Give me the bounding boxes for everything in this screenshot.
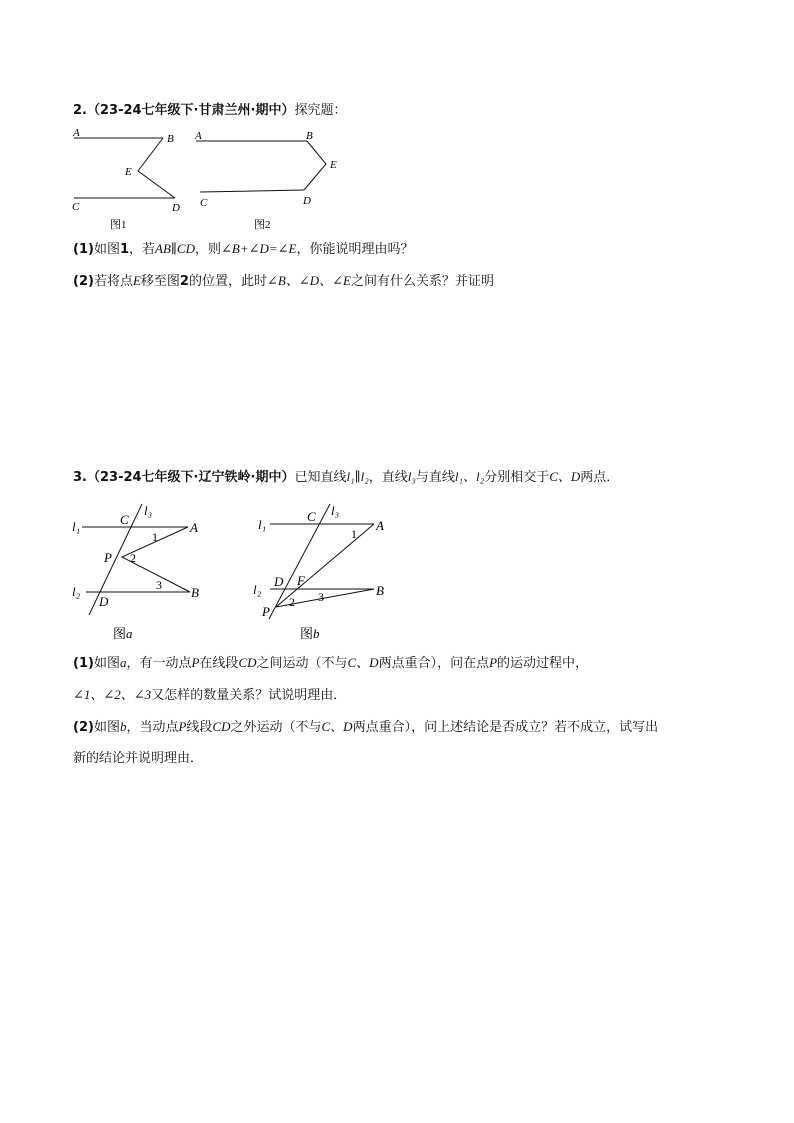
q3p2-text-3: 线段	[186, 720, 213, 735]
q2f1-label-a: A	[73, 127, 80, 139]
q2p2-prefix: (2)	[73, 274, 94, 289]
q3-title-math-3: l₁、l₂	[454, 469, 485, 484]
q3p1-text-6: 的运动过程中，	[497, 656, 589, 671]
q2f2-label-a: A	[195, 130, 202, 142]
q3p1-math-5: P	[489, 655, 498, 670]
q3p1-text-5: 两点重合），问在点	[378, 656, 490, 671]
q3-number: 3.	[73, 470, 87, 485]
q3-title-text-5: 两点．	[580, 470, 620, 485]
q3fb-angle-3: 3	[318, 590, 324, 604]
q3-title-math-2: l₃	[407, 469, 416, 484]
q3-source: （23-24七年级下·辽宁铁岭·期中）	[86, 470, 295, 485]
q2f2-label-e: E	[330, 159, 337, 171]
q3p1-text-4: 之间运动（不与	[256, 656, 348, 671]
q3fb-angle-2: 2	[289, 595, 295, 609]
q3fb-label-a: A	[376, 518, 384, 533]
q3fa-label-l3: l₃	[144, 503, 153, 518]
q2f2-line-bed	[304, 141, 326, 190]
q3p2-math-4: C、D	[321, 719, 353, 734]
q3p1-math-4: C、D	[347, 655, 379, 670]
q2-figure-2	[190, 124, 360, 234]
q2p1-text-1: 如图	[93, 242, 120, 257]
q3p1-text-2: ，有一动点	[126, 656, 192, 671]
q2p1-math-2: ∠B+∠D=∠E	[220, 241, 297, 256]
q2-source: （23-24七年级下·甘肃兰州·期中）	[86, 103, 295, 118]
q2f1-label-b: B	[167, 133, 174, 145]
q2p2-math-2: ∠B、∠D、∠E	[266, 273, 351, 288]
q3-part-1-line-2	[73, 686, 346, 705]
q2f2-label-d: D	[303, 195, 311, 207]
q3-figure-a	[60, 495, 230, 645]
q2p2-text-1: 若将点	[93, 274, 133, 289]
q3p2-math-1: b	[119, 719, 127, 734]
q3fb-label-l1: l₁	[258, 517, 267, 532]
q3p2-text-4: 之外运动（不与	[230, 720, 322, 735]
q3p2-prefix: (2)	[73, 720, 94, 735]
q2f2-label-c: C	[200, 197, 208, 209]
q3p2-math-2: P	[178, 719, 187, 734]
q3p1-text-3: 在线段	[199, 656, 239, 671]
q3p2-text-1: 如图	[93, 720, 120, 735]
q3fa-label-l1: l₁	[72, 519, 81, 534]
q2p2-text-3: 的位置，此时	[188, 274, 267, 289]
q2p1-text-4: ，你能说明理由吗？	[296, 242, 414, 257]
q3-title-text-2: ，直线	[368, 470, 408, 485]
q2p1-text-3: ，则	[194, 242, 221, 257]
q3-part-1-line-1	[73, 654, 588, 673]
q2p2-text-2: 移至图	[140, 274, 180, 289]
q3fa-label-a: A	[190, 520, 198, 535]
q2p2-fig-ref: 2	[179, 274, 189, 289]
q3p1-math-2: P	[191, 655, 200, 670]
q3fa-label-d: D	[99, 594, 109, 609]
q3-part-2-line-2	[73, 750, 203, 768]
q3fa-label-b: B	[191, 585, 199, 600]
q3p2-text-2: ，当动点	[126, 720, 179, 735]
q3fb-label-l2: l₂	[253, 582, 262, 597]
q2f2-label-b: B	[306, 130, 313, 142]
q3fb-label-f: F	[297, 573, 305, 588]
q3-title-text-1: 已知直线	[294, 470, 347, 485]
q3fb-label-d: D	[274, 574, 284, 589]
q3p2-text-6: 新的结论并说明理由．	[73, 751, 204, 766]
q3fb-label-b: B	[376, 583, 384, 598]
q2p1-text-2: ，若	[129, 242, 156, 257]
q3p1-prefix: (1)	[73, 656, 94, 671]
q3p1-math-angles: ∠1、∠2、∠3	[73, 687, 152, 702]
q2f2-line-cd	[200, 190, 304, 192]
q2-part-2	[73, 272, 494, 291]
q2f1-caption: 图1	[110, 219, 127, 231]
q3fb-label-l3: l₃	[331, 503, 340, 518]
q3-title-text-3: 与直线	[415, 470, 455, 485]
q3fa-angle-3: 3	[156, 578, 162, 592]
q2f1-label-d: D	[172, 202, 180, 214]
q3p1-text-1: 如图	[93, 656, 120, 671]
q3p1-math-1: a	[119, 655, 127, 670]
q3p1-math-3: CD	[238, 655, 257, 670]
q3p2-text-5: 两点重合），问上述结论是否成立？若不成立，试写出	[352, 720, 659, 735]
q2p1-fig-ref: 1	[119, 242, 129, 257]
q3fa-angle-2: 2	[130, 551, 136, 565]
q2-number: 2.	[73, 103, 87, 118]
q3fb-angle-1: 1	[351, 527, 357, 541]
q3fb-label-c: C	[307, 509, 316, 524]
q3p1-text-7: 又怎样的数量关系？试说明理由．	[151, 688, 347, 703]
q3-part-2-line-1	[73, 718, 658, 737]
q3fa-label-l2: l₂	[72, 584, 81, 599]
q2p2-text-4: 之间有什么关系？并证明	[350, 274, 494, 289]
q2-part-1	[73, 240, 414, 259]
q2-title-tail: 探究题：	[294, 103, 347, 118]
q3-title-math-4: C、D	[549, 469, 581, 484]
q2f1-label-e: E	[125, 166, 132, 178]
q3-title-math-1: l₁∥l₂	[346, 469, 369, 484]
q3fa-label-c: C	[120, 512, 129, 527]
q2p1-math-1: AB∥CD	[155, 241, 195, 256]
q2p1-prefix: (1)	[73, 242, 94, 257]
q3-figure-b	[250, 495, 410, 645]
q3-title	[73, 468, 619, 487]
q2p2-math-1: E	[132, 273, 141, 288]
q3fb-label-p: P	[262, 604, 270, 619]
q3fa-caption: 图a	[113, 626, 133, 641]
q3fa-label-p: P	[104, 550, 112, 565]
q3p2-math-3: CD	[212, 719, 231, 734]
q2f2-caption: 图2	[254, 219, 271, 231]
q3fa-angle-1: 1	[152, 530, 158, 544]
q3fb-caption: 图b	[300, 626, 320, 641]
q3-title-text-4: 分别相交于	[484, 470, 550, 485]
q2f1-line-bed	[138, 138, 175, 198]
q2f1-label-c: C	[72, 201, 80, 213]
q2-title	[73, 102, 346, 120]
